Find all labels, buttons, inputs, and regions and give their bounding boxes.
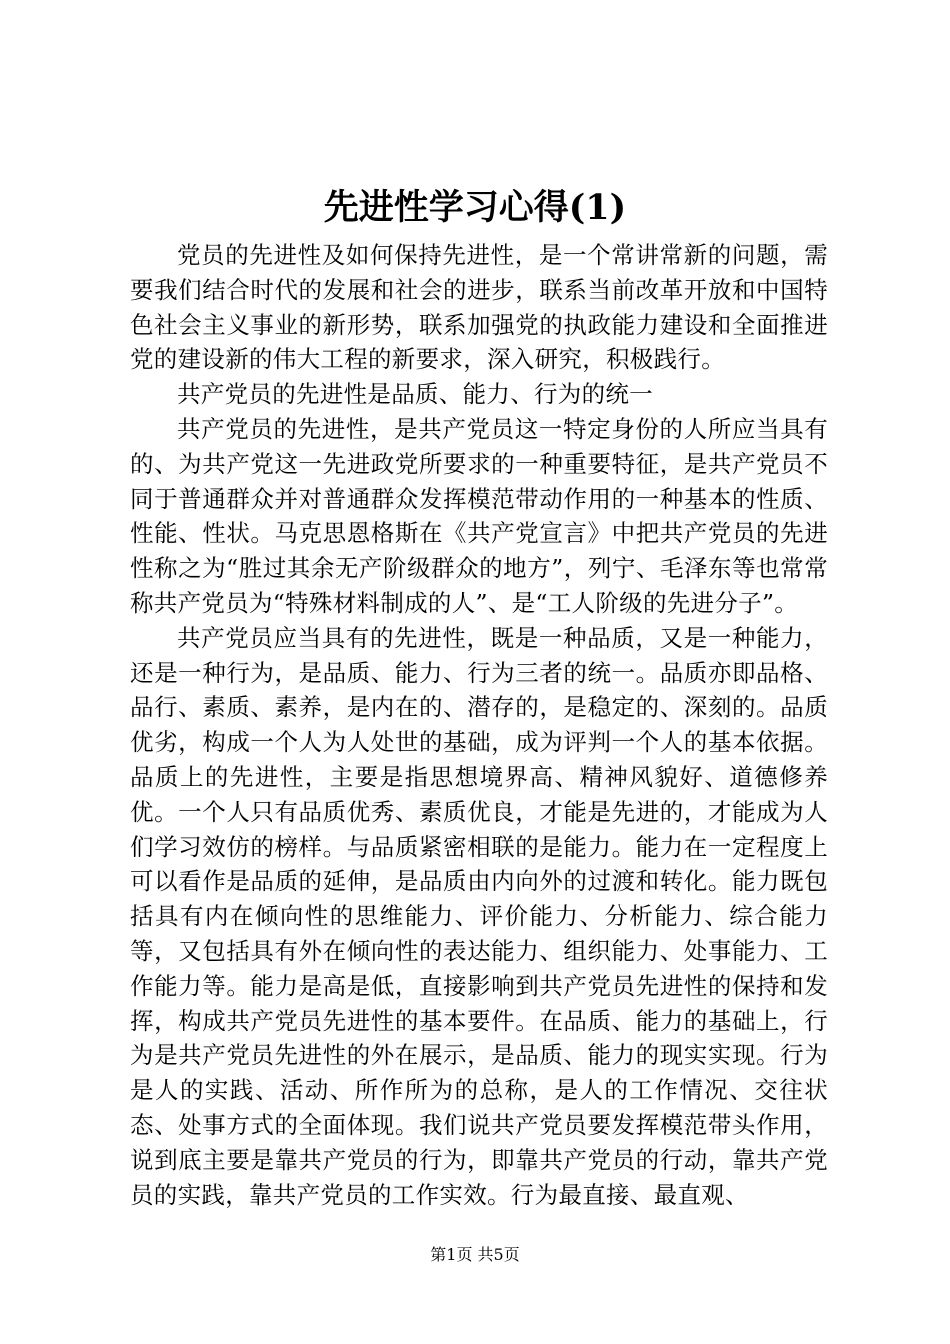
paragraph-definition: 共产党员的先进性，是共产党员这一特定身份的人所应当具有的、为共产党这一先进政党所要求的一种重要特征，是共产党员不同于普通群众并对普通群众发挥模范带动作用的一种基本的性质、性能、性状。马克思恩格斯在《共产党宣言》中把共产党员的先进性称之为“胜过其余无产阶级群众的地方”，列宁、毛泽东等也常常称共产党员为“特殊材料制成的人”、是“工人阶级的先进分子”。 (130, 414, 828, 617)
paragraph-unity: 共产党员应当具有的先进性，既是一种品质，又是一种能力，还是一种行为，是品质、能力、行为三者的统一。品质亦即品格、品行、素质、素养，是内在的、潜存的，是稳定的、深刻的。品质优劣，构成一个人为人处世的基础，成为评判一个人的基本依据。品质上的先进性，主要是指思想境界高、精神风貌好、道德修养优。一个人只有品质优秀、素质优良，才能是先进的，才能成为人们学习效仿的榜样。与品质紧密相联的是能力。能力在一定程度上可以看作是品质的延伸，是品质由内向外的过渡和转化。能力既包括具有内在倾向性的思维能力、评价能力、分析能力、综合能力等，又包括具有外在倾向性的表达能力、组织能力、处事能力、工作能力等。能力是高是低，直接影响到共产党员先进性的保持和发挥，构成共产党员先进性的基本要件。在品质、能力的基础上，行为是共产党员先进性的外在展示，是品质、能力的现实实现。行为是人的实践、活动、所作所为的总称，是人的工作情况、交往状态、处事方式的全面体现。我们说共产党员要发挥模范带头作用，说到底主要是靠共产党员的行为，即靠共产党员的行动，靠共产党员的实践，靠共产党员的工作实效。行为最直接、最直观、 (130, 623, 828, 1209)
page-number-footer: 第1页 共5页 (430, 1245, 520, 1264)
paragraph-heading: 共产党员的先进性是品质、能力、行为的统一 (177, 380, 653, 409)
document-title: 先进性学习心得(1) (323, 187, 627, 228)
document-body (130, 238, 828, 1212)
paragraph-intro: 党员的先进性及如何保持先进性，是一个常讲常新的问题，需要我们结合时代的发展和社会的进步，联系当前改革开放和中国特色社会主义事业的新形势，联系加强党的执政能力建设和全面推进党的建设新的伟大工程的新要求，深入研究，积极践行。 (130, 241, 828, 374)
